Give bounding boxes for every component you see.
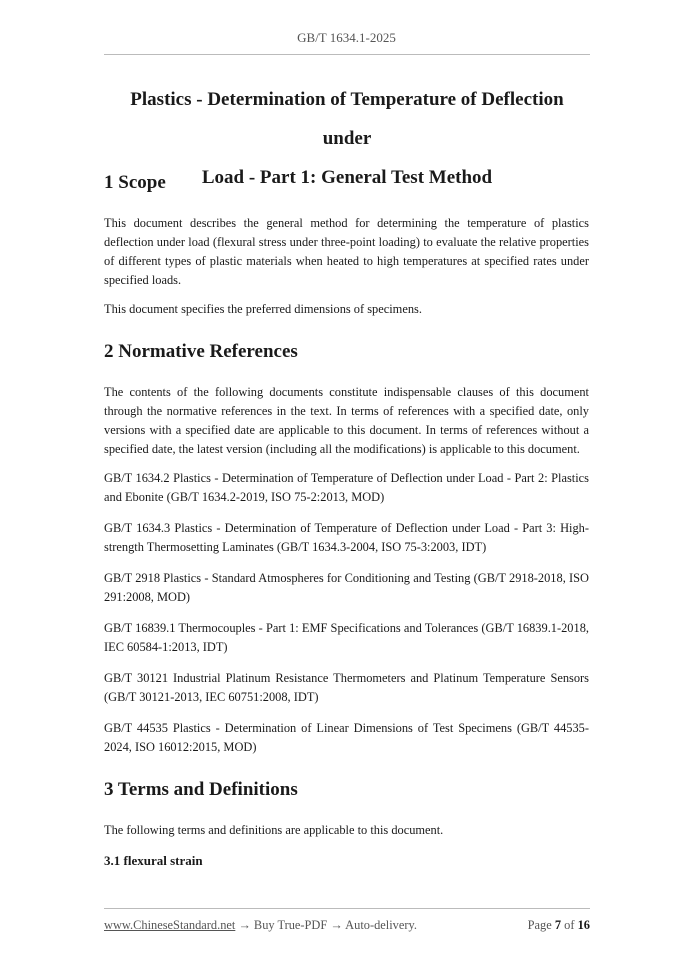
reference-item: GB/T 16839.1 Thermocouples - Part 1: EMF Specifications and Tolerances (GB/T 16839.1-2018, IEC 60584-1:2013, IDT)	[104, 621, 589, 654]
page-number	[528, 918, 590, 933]
document-title	[104, 80, 590, 197]
page-total: 16	[577, 918, 590, 932]
page-label: Page	[527, 918, 552, 932]
footer-divider	[104, 908, 590, 909]
scope-paragraph-2: This document specifies the preferred dimensions of specimens.	[104, 302, 422, 316]
website-link[interactable]: www.ChineseStandard.net	[104, 918, 236, 932]
reference-item: GB/T 2918 Plastics - Standard Atmospheres for Conditioning and Testing (GB/T 2918-2018, ISO 291:2008, MOD)	[104, 571, 589, 604]
heading-scope: 1 Scope	[104, 172, 166, 193]
reference-item: GB/T 1634.2 Plastics - Determination of Temperature of Deflection under Load - Part 2: Plastics and Ebonite (GB/T 1634.2-2019, ISO 75-2:2013, MOD)	[104, 471, 589, 504]
reference-item: GB/T 1634.3 Plastics - Determination of Temperature of Deflection under Load - Part 3: High-strength Thermosetting Laminates (GB/T 1634.3-2004, ISO 75-3:2003, IDT)	[104, 521, 589, 554]
title-line-1: Plastics - Determination of Temperature of Deflection under	[130, 89, 564, 149]
title-line-2: Load - Part 1: General Test Method	[201, 167, 493, 188]
normative-intro: The contents of the following documents constitute indispensable clauses of this document through the normative references in the text. In terms of references with a specified date, only versions with a specified date are applicable to this document. In terms of references without a specified date, the latest version (including all the modifications) is applicable to this document.	[104, 385, 589, 456]
footer-tagline: → Buy True-PDF → Auto-delivery.	[235, 918, 417, 932]
scope-paragraph-1: This document describes the general method for determining the temperature of plastics deflection under load (flexural stress under three-point loading) to evaluate the relative properties of different types of plastic materials when heated to high temperatures at specified rates under specified loads.	[104, 216, 589, 287]
reference-item: GB/T 44535 Plastics - Determination of Linear Dimensions of Test Specimens (GB/T 44535-2024, ISO 16012:2015, MOD)	[104, 721, 589, 754]
terms-intro: The following terms and definitions are applicable to this document.	[104, 823, 444, 837]
heading-terms-definitions: 3 Terms and Definitions	[104, 779, 298, 800]
subheading-flexural-strain: 3.1 flexural strain	[104, 853, 203, 868]
header-doc-code: GB/T 1634.1-2025	[297, 30, 396, 45]
header-divider	[104, 54, 590, 55]
reference-item: GB/T 30121 Industrial Platinum Resistance Thermometers and Platinum Temperature Sensors (GB/T 30121-2013, IEC 60751:2008, IDT)	[104, 671, 589, 704]
footer-promo	[104, 918, 417, 933]
page-of: of	[564, 918, 575, 932]
heading-normative-references: 2 Normative References	[104, 341, 298, 362]
page-current: 7	[554, 918, 562, 932]
